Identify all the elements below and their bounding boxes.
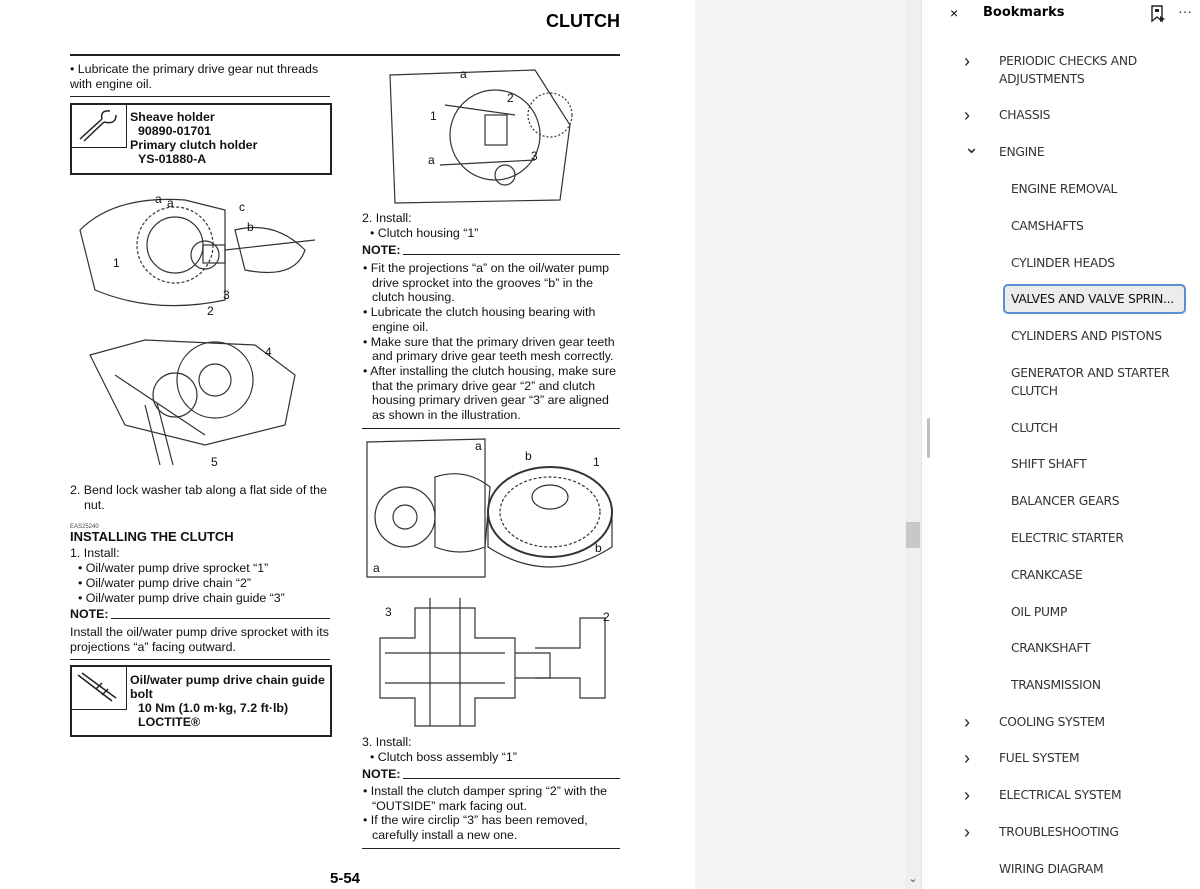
illustration-clutch-cross-section <box>375 598 620 728</box>
pane-resize-handle[interactable] <box>927 418 930 458</box>
callout: a <box>373 561 380 575</box>
callout: a <box>167 196 174 210</box>
bookmark-item[interactable]: OIL PUMP <box>1011 605 1068 619</box>
tool-name: Primary clutch holder <box>130 138 258 152</box>
scrollbar-thumb[interactable] <box>906 522 920 548</box>
bookmark-item[interactable]: CYLINDER HEADS <box>1011 256 1115 270</box>
bookmark-item[interactable]: CAMSHAFTS <box>1011 219 1084 233</box>
callout: b <box>247 220 254 234</box>
bookmark-item[interactable]: ENGINE REMOVAL <box>1011 182 1118 196</box>
tool-number: YS-01880-A <box>138 152 207 166</box>
note-list <box>362 261 622 423</box>
callout: 3 <box>385 605 392 619</box>
callout: a <box>155 192 162 206</box>
callout: 2 <box>603 610 610 624</box>
vertical-scrollbar[interactable] <box>905 0 921 889</box>
scroll-down-arrow-icon[interactable]: ⌄ <box>908 873 918 885</box>
torque-spec-box <box>70 665 332 737</box>
viewer-background <box>695 0 905 889</box>
chevron-right-icon[interactable]: › <box>964 822 970 842</box>
bookmark-item[interactable]: SHIFT SHAFT <box>1011 457 1087 471</box>
step-2-install: 2. Install: <box>362 211 412 225</box>
callout: 1 <box>430 109 437 123</box>
bookmark-item[interactable]: TROUBLESHOOTING <box>999 825 1119 839</box>
step-2-bend-tab: 2. Bend lock washer tab along a flat side of the nut. <box>70 483 327 512</box>
note-item: • Make sure that the primary driven gear teeth and primary drive gear teeth mesh correctly. <box>363 334 615 364</box>
note-item: • Lubricate the clutch housing bearing with engine oil. <box>363 305 596 334</box>
bookmark-item[interactable]: CYLINDERS AND PISTONS <box>1011 329 1162 343</box>
bookmark-item[interactable]: PERIODIC CHECKS AND ADJUSTMENTS <box>999 54 1137 86</box>
callout: 1 <box>113 256 120 270</box>
note-header <box>362 243 620 258</box>
bookmark-item[interactable]: FUEL SYSTEM <box>999 751 1080 765</box>
callout: a <box>428 153 435 167</box>
note-label: NOTE: <box>70 607 109 621</box>
chevron-right-icon[interactable]: › <box>964 712 970 732</box>
callout: b <box>595 541 602 555</box>
callout: 3 <box>223 288 230 302</box>
note-header <box>362 767 620 782</box>
step-3-install: 3. Install: <box>362 735 412 749</box>
bookmark-item[interactable]: CLUTCH <box>1011 421 1058 435</box>
bookmark-item[interactable]: BALANCER GEARS <box>1011 494 1120 508</box>
divider <box>362 848 620 849</box>
bookmark-item[interactable]: COOLING SYSTEM <box>999 715 1105 729</box>
wrench-tool-icon <box>72 105 127 148</box>
special-tool-box <box>70 103 332 175</box>
chevron-down-icon[interactable]: ⌄ <box>964 137 980 157</box>
bookmark-item[interactable]: CRANKSHAFT <box>1011 641 1091 655</box>
bookmark-item[interactable]: ELECTRIC STARTER <box>1011 531 1124 545</box>
bookmark-item[interactable]: ELECTRICAL SYSTEM <box>999 788 1122 802</box>
note-header <box>70 607 330 622</box>
chevron-right-icon[interactable]: › <box>964 51 970 71</box>
callout: 4 <box>265 345 272 359</box>
torque-wrench-icon <box>72 667 127 710</box>
illustration-clutch-housing <box>365 437 620 579</box>
section-heading: INSTALLING THE CLUTCH <box>70 529 234 544</box>
spec-name: Oil/water pump drive chain guide <box>130 673 325 687</box>
note-label: NOTE: <box>362 767 401 781</box>
callout: b <box>525 449 532 463</box>
note-list <box>362 784 622 843</box>
bookmark-item[interactable]: WIRING DIAGRAM <box>999 862 1104 876</box>
section-code: EAS25240 <box>70 524 99 530</box>
chevron-right-icon[interactable]: › <box>964 748 970 768</box>
tool-number: 90890-01701 <box>138 124 212 138</box>
install-item: • Clutch housing “1” <box>370 226 479 240</box>
add-bookmark-icon[interactable] <box>1150 5 1166 23</box>
more-options-icon[interactable]: ··· <box>1178 3 1192 19</box>
install-item: • Oil/water pump drive chain guide “3” <box>78 591 285 605</box>
page-number: 5-54 <box>330 870 361 887</box>
bookmark-item[interactable]: ENGINE <box>999 145 1045 159</box>
note-item: • After installing the clutch housing, make sure that the primary drive gear “2” and clutch housing primary driven gear “3” are aligned as shown in the illustration. <box>363 363 616 423</box>
divider <box>70 96 330 97</box>
note-item: • Fit the projections “a” on the oil/water pump drive sprocket into the grooves “b” in the clutch housing. <box>363 261 610 305</box>
header-rule <box>70 54 620 56</box>
step-1-install: 1. Install: <box>70 546 120 560</box>
close-icon[interactable]: × <box>950 5 959 21</box>
bookmark-item[interactable]: CHASSIS <box>999 108 1051 122</box>
install-item: • Clutch boss assembly “1” <box>370 750 517 764</box>
bookmark-item[interactable]: TRANSMISSION <box>1011 678 1101 692</box>
callout: 2 <box>507 91 514 105</box>
callout: a <box>475 439 482 453</box>
callout: 5 <box>211 455 218 469</box>
callout: a <box>460 67 467 81</box>
divider <box>362 428 620 429</box>
chevron-right-icon[interactable]: › <box>964 785 970 805</box>
note-label: NOTE: <box>362 243 401 257</box>
note-item: • Install the clutch damper spring “2” with the “OUTSIDE” mark facing out. <box>363 784 608 813</box>
callout: 1 <box>593 455 600 469</box>
section-title: CLUTCH <box>546 11 620 31</box>
bookmark-item[interactable]: CRANKCASE <box>1011 568 1083 582</box>
note-item: • If the wire circlip “3” has been removed, carefully install a new one. <box>363 813 588 843</box>
spec-name: bolt <box>130 687 153 701</box>
bookmark-item[interactable]: GENERATOR AND STARTER CLUTCH <box>1011 366 1170 398</box>
illustration-lock-washer <box>85 335 300 470</box>
bookmarks-title: Bookmarks <box>983 5 1065 20</box>
illustration-primary-gear <box>75 190 320 320</box>
chevron-right-icon[interactable]: › <box>964 105 970 125</box>
callout: c <box>239 200 245 214</box>
lubricate-bullet: • Lubricate the primary drive gear nut threads with engine oil. <box>70 62 319 91</box>
install-item: • Oil/water pump drive chain “2” <box>78 576 252 590</box>
locking-agent: LOCTITE® <box>138 715 201 729</box>
note-text: Install the oil/water pump drive sprocket with its projections “a” facing outward. <box>70 625 329 654</box>
illustration-oil-pump-sprocket <box>385 65 575 207</box>
install-item: • Oil/water pump drive sprocket “1” <box>78 561 269 575</box>
bookmark-item[interactable]: VALVES AND VALVE SPRIN... <box>1011 292 1174 306</box>
callout: 3 <box>531 149 538 163</box>
tool-name: Sheave holder <box>130 110 215 124</box>
callout: 2 <box>207 304 214 318</box>
torque-value: 10 Nm (1.0 m·kg, 7.2 ft·lb) <box>138 701 289 715</box>
divider <box>70 659 330 660</box>
